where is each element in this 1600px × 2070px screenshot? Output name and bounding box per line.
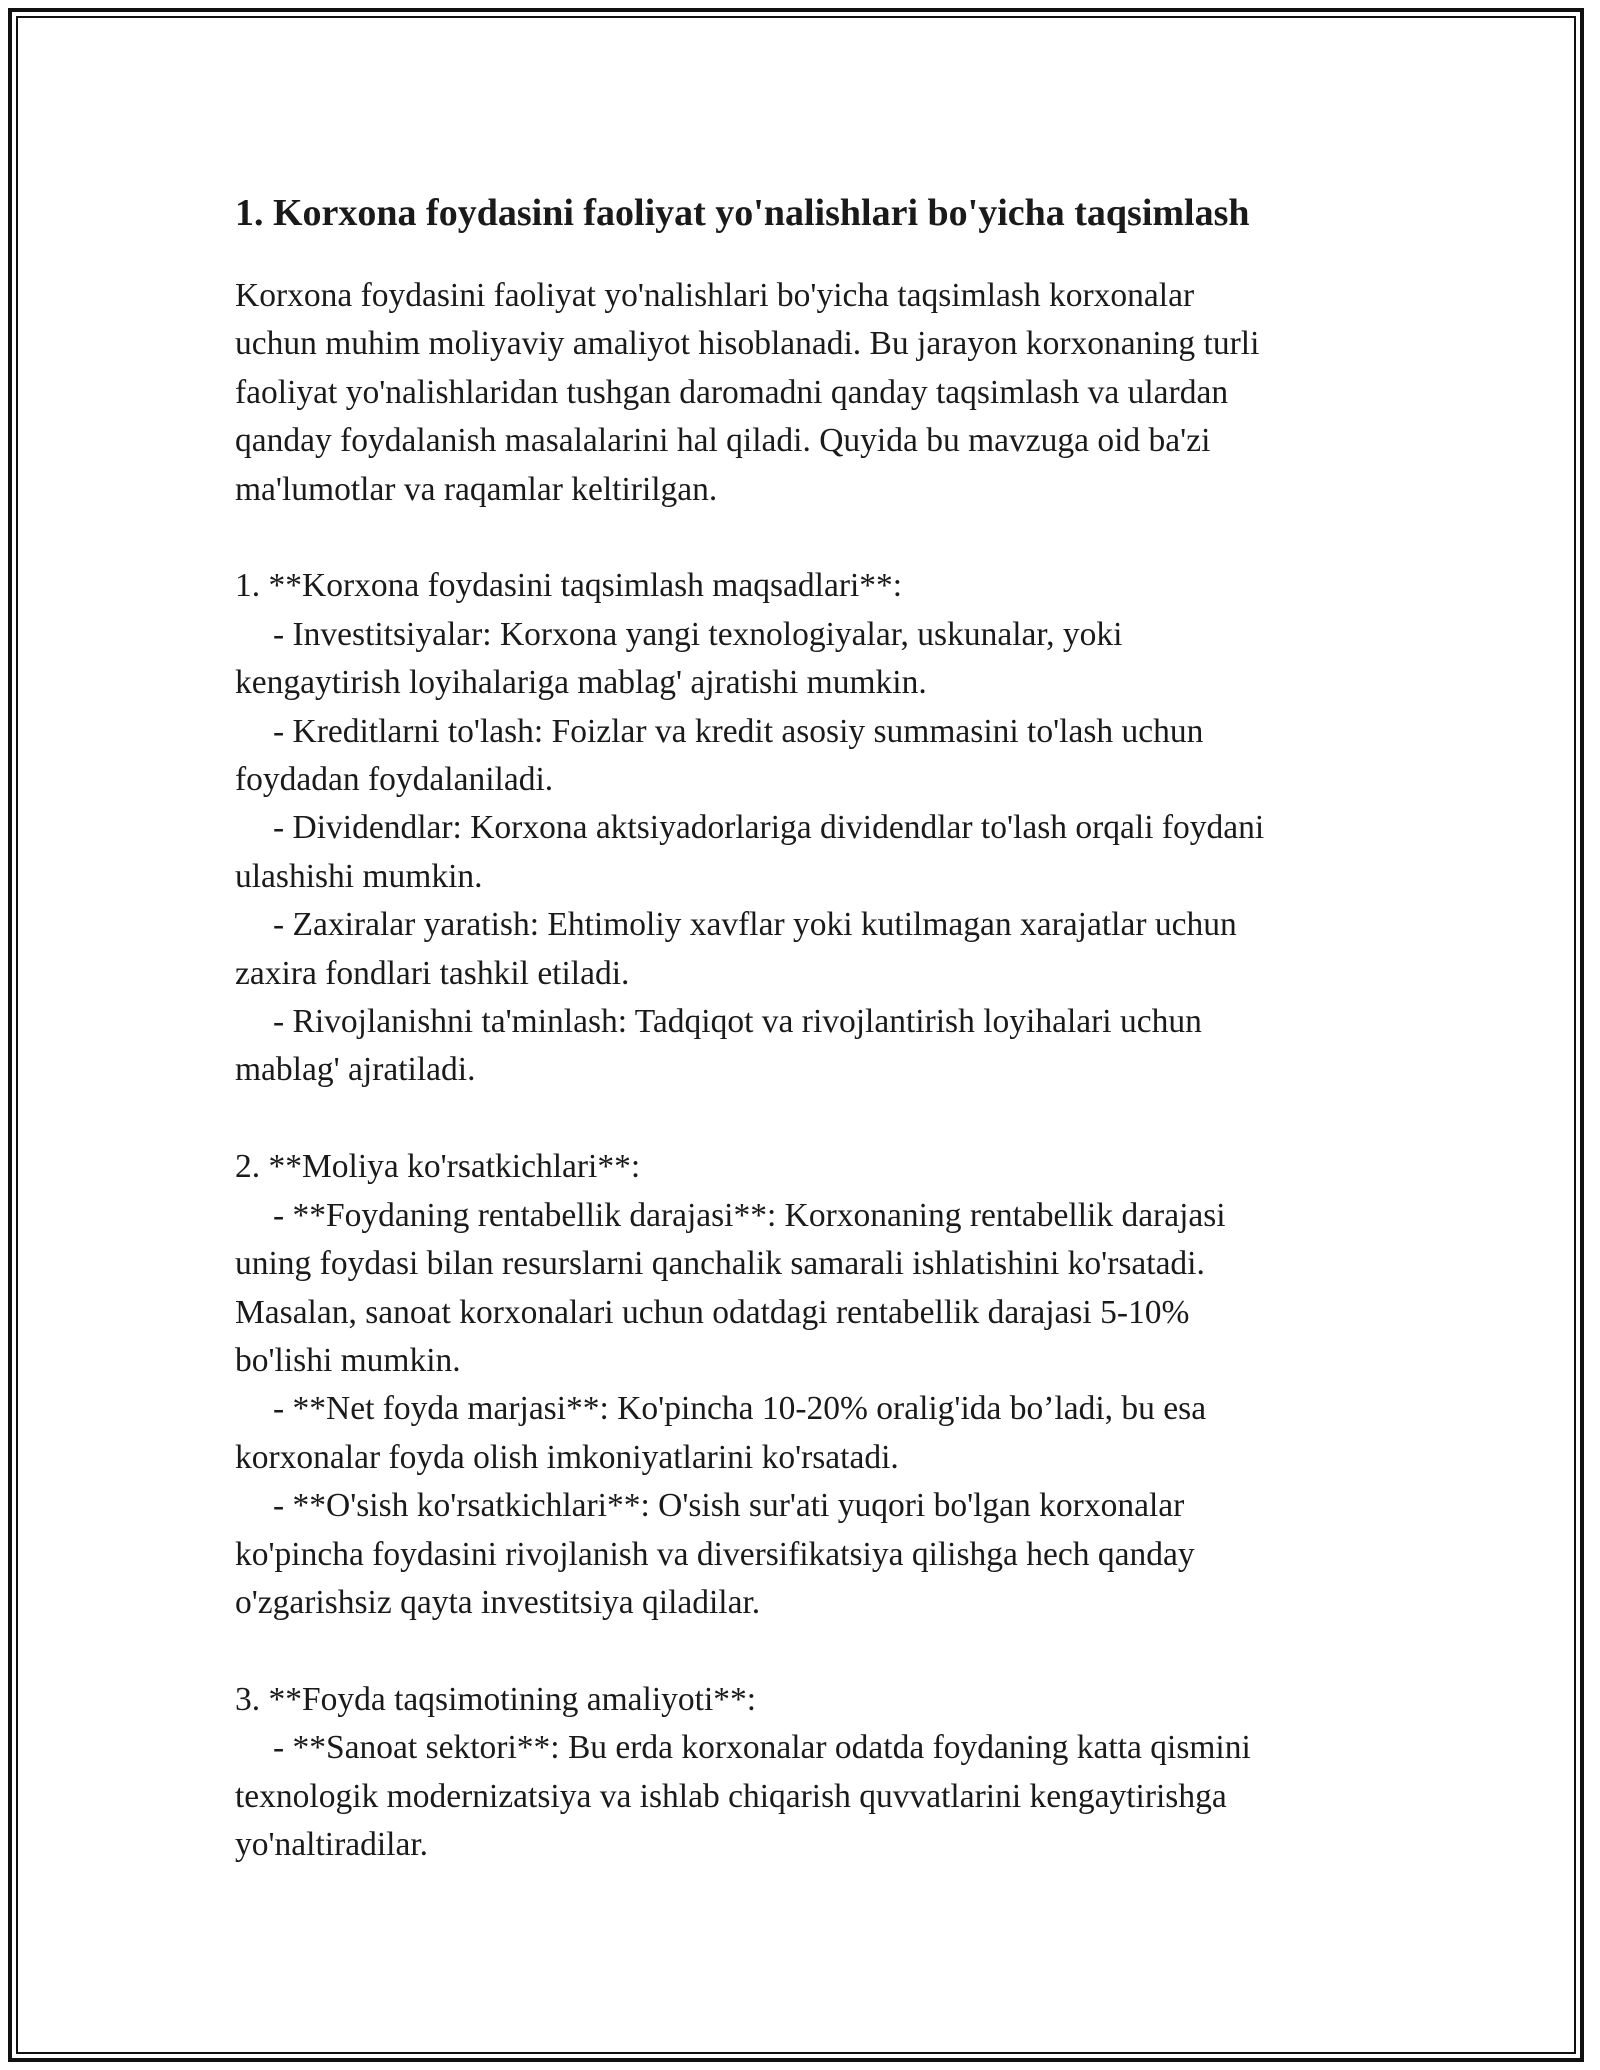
- list-item-line: o'zgarishsiz qayta investitsiya qiladilar.: [235, 1583, 761, 1621]
- list-item-line: - **Foydaning rentabellik darajasi**: Korxonaning rentabellik darajasi: [273, 1196, 1226, 1234]
- list-item-line: foydadan foydalaniladi.: [235, 761, 554, 799]
- list-item-line: ko'pincha foydasini rivojlanish va diversifikatsiya qilishga hech qanday: [235, 1535, 1195, 1573]
- list-item: [235, 1724, 1365, 1869]
- list-item-line: yo'naltiradilar.: [235, 1825, 429, 1863]
- list-item: [235, 1482, 1365, 1627]
- intro-paragraph: [235, 272, 1365, 514]
- section-heading: 3. **Foyda taqsimotining amaliyoti**:: [235, 1680, 757, 1718]
- document-title: 1. Korxona foydasini faoliyat yo'nalishlari bo'yicha taqsimlash: [235, 192, 1250, 234]
- list-item-line: bo'lishi mumkin.: [235, 1341, 461, 1379]
- list-item-line: mablag' ajratiladi.: [235, 1051, 476, 1089]
- list-item-line: zaxira fondlari tashkil etiladi.: [235, 954, 630, 992]
- document-body: [235, 188, 1365, 1869]
- list-item: [235, 804, 1365, 901]
- list-item-line: Masalan, sanoat korxonalari uchun odatdagi rentabellik darajasi 5-10%: [235, 1293, 1190, 1331]
- list-item-line: uning foydasi bilan resurslarni qanchalik samarali ishlatishini ko'rsatadi.: [235, 1245, 1205, 1283]
- list-item: [235, 1192, 1365, 1386]
- list-item-line: - Dividendlar: Korxona aktsiyadorlariga dividendlar to'lash orqali foydani: [273, 809, 1265, 847]
- list-item-line: texnologik modernizatsiya va ishlab chiqarish quvvatlarini kengaytirishga: [235, 1777, 1227, 1815]
- list-item-line: - **Sanoat sektori**: Bu erda korxonalar odatda foydaning katta qismini: [273, 1729, 1251, 1767]
- list-item-line: - Kreditlarni to'lash: Foizlar va kredit asosiy summasini to'lash uchun: [273, 712, 1204, 750]
- list-item-line: korxonalar foyda olish imkoniyatlarini ko'rsatadi.: [235, 1438, 899, 1476]
- section-distribution-practice: [235, 1676, 1365, 1870]
- spacer: [235, 514, 1365, 562]
- list-item-line: - Investitsiyalar: Korxona yangi texnologiyalar, uskunalar, yoki: [273, 615, 1123, 653]
- section-heading: 2. **Moliya ko'rsatkichlari**:: [235, 1148, 641, 1186]
- list-item-line: - Rivojlanishni ta'minlash: Tadqiqot va rivojlantirish loyihalari uchun: [273, 1003, 1202, 1041]
- spacer: [235, 1095, 1365, 1143]
- list-item: [235, 901, 1365, 998]
- list-item-line: - **Net foyda marjasi**: Ko'pincha 10-20% oralig'ida bo’ladi, bu esa: [273, 1390, 1207, 1428]
- section-goals: [235, 562, 1365, 1094]
- section-heading: 1. **Korxona foydasini taqsimlash maqsadlari**:: [235, 567, 903, 605]
- section-financial-indicators: [235, 1143, 1365, 1627]
- list-item: [235, 708, 1365, 805]
- list-item: [235, 611, 1365, 708]
- intro-line: ma'lumotlar va raqamlar keltirilgan.: [235, 470, 718, 508]
- list-item-line: - Zaxiralar yaratish: Ehtimoliy xavflar yoki kutilmagan xarajatlar uchun: [273, 906, 1237, 944]
- list-item: [235, 1385, 1365, 1482]
- intro-line: faoliyat yo'nalishlaridan tushgan daromadni qanday taqsimlash va ulardan: [235, 373, 1229, 411]
- spacer: [235, 1627, 1365, 1675]
- intro-line: uchun muhim moliyaviy amaliyot hisoblanadi. Bu jarayon korxonaning turli: [235, 325, 1260, 363]
- intro-line: qanday foydalanish masalalarini hal qiladi. Quyida bu mavzuga oid ba'zi: [235, 422, 1211, 460]
- list-item: [235, 998, 1365, 1095]
- list-item-line: - **O'sish ko'rsatkichlari**: O'sish sur'ati yuqori bo'lgan korxonalar: [273, 1487, 1185, 1525]
- intro-line: Korxona foydasini faoliyat yo'nalishlari bo'yicha taqsimlash korxonalar: [235, 277, 1195, 314]
- list-item-line: ulashishi mumkin.: [235, 857, 483, 895]
- list-item-line: kengaytirish loyihalariga mablag' ajratishi mumkin.: [235, 664, 927, 702]
